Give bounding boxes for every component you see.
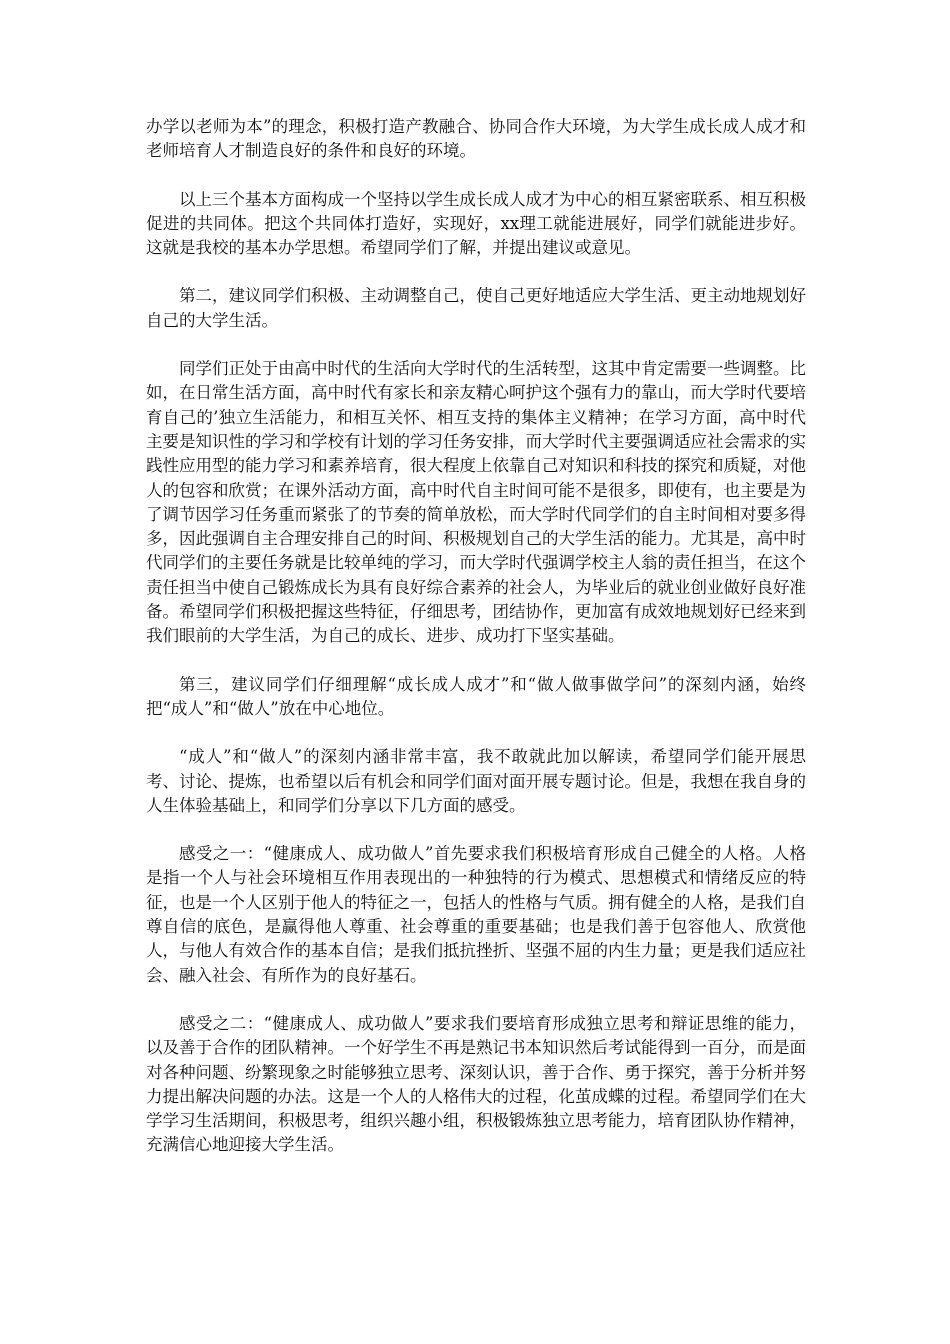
paragraph-1: 办学以老师为本”的理念，积极打造产教融合、协同合作大环境，为大学生成长成人成才和老师培育人才制造良好的条件和良好的环境。: [146, 117, 806, 161]
paragraph-2: 以上三个基本方面构成一个坚持以学生成长成人成才为中心的相互紧密联系、相互积极促进的共同体。把这个共同体打造好，实现好，xx理工就能进展好，同学们就能进步好。这就是我校的基本办学思想。希望同学们了解，并提出建议或意见。: [146, 189, 806, 258]
paragraph-8: 感受之二：“健康成人、成功做人”要求我们要培育形成独立思考和辩证思维的能力，以及善于合作的团队精神。一个好学生不再是熟记书本知识然后考试能得到一百分，而是面对各种问题、纷繁现象之时能够独立思考、深刻认识，善于合作、勇于探究，善于分析并努力提出解决问题的办法。这是一个人的人格伟大的过程，化茧成蝶的过程。希望同学们在大学学习生活期间，积极思考，组织兴趣小组，积极锻炼独立思考能力，培育团队协作精神，充满信心地迎接大学生活。: [146, 1013, 806, 1155]
paragraph-4: 同学们正处于由高中时代的生活向大学时代的生活转型，这其中肯定需要一些调整。比如，在日常生活方面，高中时代有家长和亲友精心呵护这个强有力的靠山，而大学时代要培育自己的’独立生活能力，和相互关怀、相互支持的集体主义精神；在学习方面，高中时代主要是知识性的学习和学校有计划的学习任务安排，而大学时代主要强调适应社会需求的实践性应用型的能力学习和素养培育，很大程度上依靠自己对知识和科技的探究和质疑，对他人的包容和欣赏；在课外活动方面，高中时代自主时间可能不是很多，即使有，也主要是为了调节因学习任务重而紧张了的节奏的简单放松，而大学时代同学们的自主时间相对要多得多，因此强调自主合理安排自己的时间、积极规划自己的大学生活的能力。尤其是，高中时代同学们的主要任务就是比较单纯的学习，而大学时代强调学校主人翁的责任担当，在这个责任担当中使自己锻炼成长为具有良好综合素养的社会人，为毕业后的就业创业做好良好准备。希望同学们积极把握这些特征，仔细思考，团结协作，更加富有成效地规划好已经来到我们眼前的大学生活，为自己的成长、进步、成功打下坚实基础。: [146, 359, 806, 646]
paragraph-5: 第三，建议同学们仔细理解“成长成人成才”和“做人做事做学问”的深刻内涵，始终把“成人”和“做人”放在中心地位。: [146, 674, 806, 718]
paragraph-6: “成人”和“做人”的深刻内涵非常丰富，我不敢就此加以解读，希望同学们能开展思考、讨论、提炼，也希望以后有机会和同学们面对面开展专题讨论。但是，我想在我自身的人生体验基础上，和同学们分享以下几方面的感受。: [146, 747, 806, 815]
document-page: [146, 115, 806, 1182]
paragraph-7: 感受之一：“健康成人、成功做人”首先要求我们积极培育形成自己健全的人格。人格是指一个人与社会环境相互作用表现出的一种独特的行为模式、思想模式和情绪反应的特征，也是一个人区别于他人的特征之一，包括人的性格与气质。拥有健全的人格，是我们自尊自信的底色，是赢得他人尊重、社会尊重的重要基础；也是我们善于包容他人、欣赏他人，与他人有效合作的基本自信；是我们抵抗挫折、坚强不屈的内生力量；更是我们适应社会、融入社会、有所作为的良好基石。: [146, 844, 806, 985]
paragraph-3: 第二，建议同学们积极、主动调整自己，使自己更好地适应大学生活、更主动地规划好自己的大学生活。: [146, 286, 806, 330]
